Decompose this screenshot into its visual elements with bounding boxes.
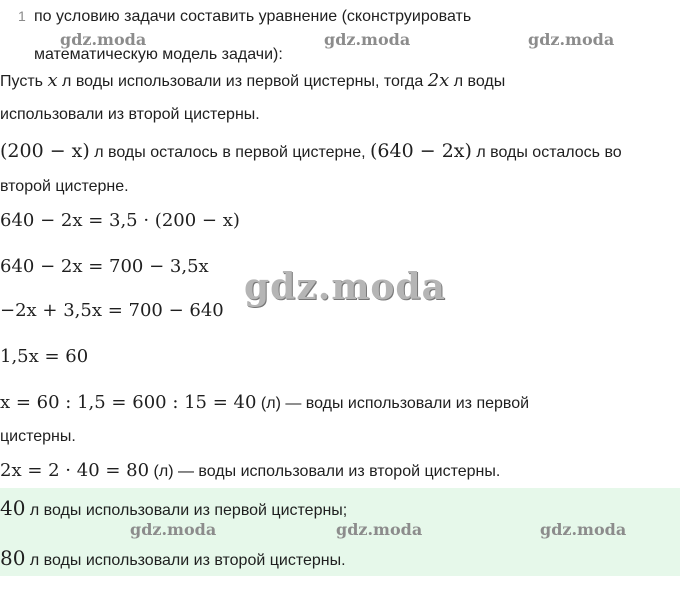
step-text-line2: математическую модель задачи): [34,46,283,63]
answer-line1 [0,496,347,520]
answer-num2: 80 [0,546,26,570]
equation-5-line [0,392,529,413]
equation-3: −2x + 3,5x = 700 − 640 [0,300,224,321]
remain-text: л воды осталось в первой цистерне, [89,144,371,161]
intro-text: л воды [449,73,506,90]
watermark: gdz.moda [324,30,411,49]
equation-6: 2x = 2 · 40 = 80 [0,460,150,481]
intro-line1 [0,70,505,91]
equation-5: x = 60 : 1,5 = 600 : 15 = 40 [0,392,257,413]
intro-line2: использовали из второй цистерны. [0,106,260,123]
remain-line2: второй цистерне. [0,178,129,195]
watermark: gdz.moda [60,30,147,49]
remain-line1 [0,140,622,162]
remain-expr2: (640 − 2x) [370,140,472,162]
watermark: gdz.moda [336,520,423,539]
intro-text: Пусть [0,73,48,90]
answer-text1: л воды использовали из первой цистерны; [25,502,348,519]
answer-line2 [0,546,346,570]
equation-2: 640 − 2x = 700 − 3,5x [0,256,209,277]
intro-text: л воды использовали из первой цистерны, тогда [57,73,428,90]
watermark: gdz.moda [130,520,217,539]
watermark: gdz.moda [528,30,615,49]
equation-6-line [0,460,500,481]
equation-5-text: (л) — воды использовали из первой [256,395,530,412]
remain-expr1: (200 − x) [0,140,90,162]
equation-6-text: (л) — воды использовали из второй цистерны. [149,463,501,480]
watermark: gdz.moda [540,520,627,539]
answer-text2: л воды использовали из второй цистерны. [25,552,346,569]
remain-text: л воды осталось во [471,144,622,161]
answer-num1: 40 [0,496,26,520]
watermark-large: gdz.moda [244,266,446,308]
equation-4: 1,5x = 60 [0,346,89,367]
intro-var-2x: 2x [427,70,450,91]
equation-5-line2: цистерны. [0,428,76,445]
equation-1: 640 − 2x = 3,5 · (200 − x) [0,210,240,231]
step-text-line1: по условию задачи составить уравнение (сконструировать [34,8,472,25]
step-number: 1 [18,8,26,24]
intro-var-x: x [47,70,58,91]
